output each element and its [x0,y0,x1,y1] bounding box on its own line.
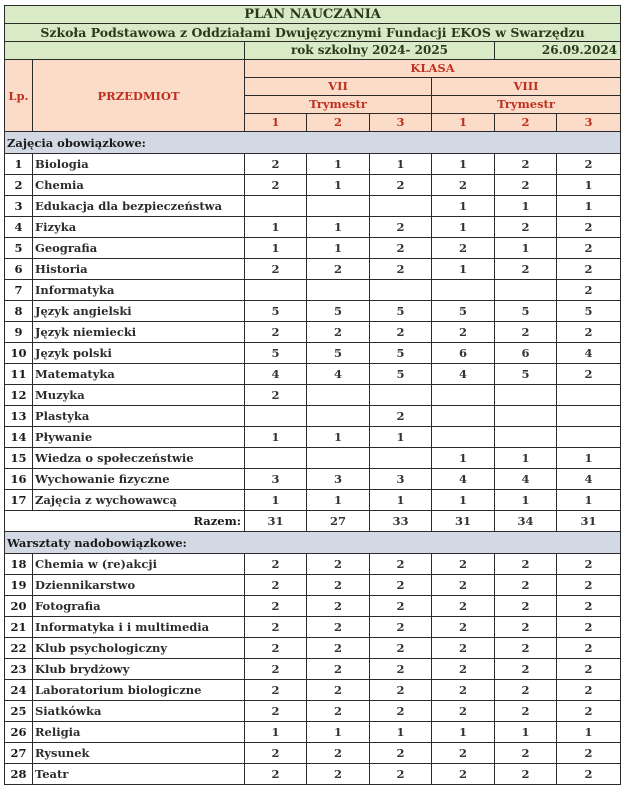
hours-cell: 3 [370,469,432,490]
hours-cell: 2 [370,596,432,617]
hours-cell: 2 [557,217,621,238]
hours-cell: 1 [432,196,495,217]
hours-cell [370,448,432,469]
hours-cell: 2 [245,680,307,701]
hours-cell: 2 [307,743,370,764]
hours-cell: 2 [307,322,370,343]
subject-name: Wiedza o społeczeństwie [33,448,245,469]
hours-cell [432,406,495,427]
hours-cell: 2 [557,659,621,680]
table-row [5,217,621,238]
table-row [5,448,621,469]
hours-cell: 2 [307,638,370,659]
hours-cell: 4 [432,469,495,490]
hours-cell [557,406,621,427]
hours-cell: 1 [495,196,557,217]
table-row [5,617,621,638]
hours-cell: 5 [495,364,557,385]
hours-cell: 2 [370,554,432,575]
row-number: 6 [5,259,33,280]
subject-name: Matematyka [33,364,245,385]
hours-cell: 2 [245,154,307,175]
hours-cell: 1 [307,427,370,448]
subject-name: Geografia [33,238,245,259]
hours-cell: 2 [307,764,370,785]
hours-cell: 2 [557,638,621,659]
hours-cell: 5 [307,301,370,322]
hours-cell: 1 [307,217,370,238]
hours-cell: 2 [557,596,621,617]
hours-cell [307,406,370,427]
hours-cell: 1 [432,490,495,511]
hours-cell: 2 [495,575,557,596]
hours-cell: 1 [495,490,557,511]
hours-cell: 1 [245,238,307,259]
table-row [5,659,621,680]
hours-cell [432,280,495,301]
hours-cell: 2 [432,596,495,617]
row-number: 2 [5,175,33,196]
hours-cell: 2 [557,554,621,575]
hours-cell: 2 [245,575,307,596]
table-row [5,343,621,364]
hours-cell: 2 [432,238,495,259]
viii-t3-header: 3 [557,114,621,132]
subject-name: Język polski [33,343,245,364]
plan-sheet [4,5,620,785]
hours-cell: 2 [245,764,307,785]
hours-cell: 4 [307,364,370,385]
hours-cell: 2 [307,554,370,575]
hours-cell: 2 [432,322,495,343]
hours-cell: 2 [245,701,307,722]
subject-name: Biologia [33,154,245,175]
subject-name: Dziennikarstwo [33,575,245,596]
table-row [5,743,621,764]
hours-cell: 5 [245,301,307,322]
vii-t2-header: 2 [307,114,370,132]
class-viii-header: VIII [432,78,621,96]
hours-cell: 2 [495,680,557,701]
table-row [5,638,621,659]
hours-cell: 5 [245,343,307,364]
hours-cell: 2 [557,259,621,280]
row-number: 9 [5,322,33,343]
hours-cell: 2 [245,596,307,617]
hours-cell: 1 [432,448,495,469]
hours-cell: 1 [557,175,621,196]
hours-cell: 1 [557,448,621,469]
hours-cell: 2 [495,175,557,196]
row-number: 8 [5,301,33,322]
hours-cell: 2 [370,406,432,427]
hours-cell: 2 [370,638,432,659]
document-date: 26.09.2024 [495,42,621,60]
hours-cell [307,385,370,406]
hours-cell: 2 [307,596,370,617]
viii-t2-header: 2 [495,114,557,132]
hours-cell: 5 [370,301,432,322]
klasa-header: KLASA [245,60,621,78]
subject-name: Rysunek [33,743,245,764]
hours-cell [495,406,557,427]
hours-cell: 2 [370,575,432,596]
razem-value: 27 [307,511,370,532]
hours-cell: 1 [245,722,307,743]
hours-cell: 1 [557,490,621,511]
row-number: 20 [5,596,33,617]
hours-cell [245,196,307,217]
vii-t3-header: 3 [370,114,432,132]
hours-cell: 2 [370,764,432,785]
hours-cell: 1 [307,490,370,511]
hours-cell [245,280,307,301]
hours-cell: 2 [557,617,621,638]
hours-cell [245,448,307,469]
row-number: 18 [5,554,33,575]
hours-cell: 1 [495,448,557,469]
viii-t1-header: 1 [432,114,495,132]
hours-cell: 2 [370,659,432,680]
hours-cell: 2 [432,701,495,722]
hours-cell: 2 [307,659,370,680]
table-row [5,680,621,701]
hours-cell: 2 [307,701,370,722]
class-vii-header: VII [245,78,432,96]
hours-cell: 4 [432,364,495,385]
row-number: 26 [5,722,33,743]
hours-cell [432,385,495,406]
row-number: 19 [5,575,33,596]
hours-cell: 2 [245,322,307,343]
table-row [5,406,621,427]
table-row [5,427,621,448]
hours-cell: 2 [307,617,370,638]
hours-cell [557,385,621,406]
trymestr-viii-header: Trymestr [432,96,621,114]
row-number: 27 [5,743,33,764]
hours-cell [307,196,370,217]
hours-cell: 2 [557,322,621,343]
row-number: 21 [5,617,33,638]
hours-cell: 3 [307,469,370,490]
razem-value: 33 [370,511,432,532]
table-row [5,280,621,301]
hours-cell: 2 [495,743,557,764]
hours-cell: 2 [432,638,495,659]
hours-cell: 1 [307,238,370,259]
hours-cell: 2 [495,617,557,638]
col-lp-header: Lp. [5,60,33,132]
subject-name: Teatr [33,764,245,785]
subject-name: Fotografia [33,596,245,617]
row-number: 4 [5,217,33,238]
row-number: 13 [5,406,33,427]
year-spacer [5,42,245,60]
hours-cell: 1 [245,427,307,448]
school-year: rok szkolny 2024- 2025 [245,42,495,60]
hours-cell: 1 [370,722,432,743]
row-number: 17 [5,490,33,511]
row-number: 24 [5,680,33,701]
hours-cell: 3 [245,469,307,490]
table-row [5,259,621,280]
subject-name: Klub psychologiczny [33,638,245,659]
hours-cell [307,280,370,301]
table-row [5,701,621,722]
hours-cell: 6 [432,343,495,364]
hours-cell: 2 [495,701,557,722]
hours-cell: 4 [557,343,621,364]
hours-cell: 1 [307,175,370,196]
hours-cell: 1 [432,154,495,175]
hours-cell: 2 [495,154,557,175]
hours-cell: 2 [370,617,432,638]
razem-value: 34 [495,511,557,532]
hours-cell: 1 [307,722,370,743]
hours-cell: 2 [245,743,307,764]
table-row [5,575,621,596]
row-number: 5 [5,238,33,259]
hours-cell [495,427,557,448]
hours-cell: 2 [495,217,557,238]
razem-value: 31 [245,511,307,532]
hours-cell [370,280,432,301]
table-row [5,469,621,490]
hours-cell: 6 [495,343,557,364]
hours-cell: 2 [245,385,307,406]
table-row [5,238,621,259]
subject-name: Klub brydżowy [33,659,245,680]
subject-name: Muzyka [33,385,245,406]
row-number: 11 [5,364,33,385]
hours-cell: 4 [245,364,307,385]
vii-t1-header: 1 [245,114,307,132]
subject-name: Wychowanie fizyczne [33,469,245,490]
hours-cell: 2 [370,701,432,722]
hours-cell: 2 [245,175,307,196]
row-number: 15 [5,448,33,469]
subject-name: Religia [33,722,245,743]
plan-table [4,5,621,785]
hours-cell: 2 [432,175,495,196]
hours-cell: 2 [495,554,557,575]
hours-cell: 1 [245,490,307,511]
subject-name: Laboratorium biologiczne [33,680,245,701]
subject-name: Język angielski [33,301,245,322]
table-row [5,364,621,385]
hours-cell: 5 [370,364,432,385]
hours-cell: 2 [557,154,621,175]
hours-cell [432,427,495,448]
hours-cell: 5 [307,343,370,364]
table-row [5,764,621,785]
hours-cell: 2 [495,596,557,617]
col-subject-header: PRZEDMIOT [33,60,245,132]
row-number: 16 [5,469,33,490]
hours-cell: 2 [557,680,621,701]
hours-cell: 2 [245,554,307,575]
hours-cell: 2 [495,638,557,659]
hours-cell: 2 [245,617,307,638]
hours-cell: 2 [432,680,495,701]
table-row [5,322,621,343]
hours-cell: 2 [245,259,307,280]
hours-cell: 2 [557,238,621,259]
subject-name: Pływanie [33,427,245,448]
hours-cell: 1 [370,154,432,175]
row-number: 1 [5,154,33,175]
hours-cell: 2 [370,238,432,259]
razem-value: 31 [432,511,495,532]
hours-cell: 2 [557,701,621,722]
table-row [5,175,621,196]
hours-cell: 2 [370,680,432,701]
section-mandatory: Zajęcia obowiązkowe: [5,132,621,154]
hours-cell: 2 [245,638,307,659]
hours-cell: 5 [495,301,557,322]
hours-cell: 5 [432,301,495,322]
hours-cell: 2 [432,743,495,764]
row-number: 14 [5,427,33,448]
hours-cell: 2 [557,364,621,385]
hours-cell: 2 [370,743,432,764]
subject-name: Informatyka [33,280,245,301]
hours-cell: 2 [370,175,432,196]
hours-cell: 1 [495,722,557,743]
hours-cell: 2 [495,322,557,343]
hours-cell: 2 [557,575,621,596]
subject-name: Plastyka [33,406,245,427]
hours-cell: 2 [557,764,621,785]
row-number: 25 [5,701,33,722]
hours-cell: 2 [495,764,557,785]
row-number: 3 [5,196,33,217]
page-title: PLAN NAUCZANIA [5,6,621,24]
table-row [5,490,621,511]
hours-cell [245,406,307,427]
hours-cell: 5 [557,301,621,322]
hours-cell: 1 [557,196,621,217]
hours-cell: 2 [307,680,370,701]
hours-cell: 2 [432,554,495,575]
subject-name: Chemia w (re)akcji [33,554,245,575]
hours-cell: 5 [370,343,432,364]
hours-cell [370,196,432,217]
hours-cell: 1 [245,217,307,238]
hours-cell: 2 [432,764,495,785]
subject-name: Chemia [33,175,245,196]
subject-name: Edukacja dla bezpieczeństwa [33,196,245,217]
table-row [5,385,621,406]
hours-cell [370,385,432,406]
row-number: 22 [5,638,33,659]
hours-cell: 2 [432,659,495,680]
subject-name: Zajęcia z wychowawcą [33,490,245,511]
table-row [5,196,621,217]
row-number: 23 [5,659,33,680]
trymestr-vii-header: Trymestr [245,96,432,114]
hours-cell: 2 [432,575,495,596]
table-row [5,301,621,322]
hours-cell: 2 [495,259,557,280]
subject-name: Siatkówka [33,701,245,722]
hours-cell: 4 [557,469,621,490]
subject-name: Fizyka [33,217,245,238]
section-optional: Warsztaty nadobowiązkowe: [5,532,621,554]
hours-cell: 2 [557,280,621,301]
row-number: 10 [5,343,33,364]
table-row [5,722,621,743]
hours-cell: 2 [370,217,432,238]
table-row [5,154,621,175]
subject-name: Informatyka i i multimedia [33,617,245,638]
subject-name: Historia [33,259,245,280]
subject-name: Język niemiecki [33,322,245,343]
hours-cell: 2 [245,659,307,680]
hours-cell: 1 [370,427,432,448]
hours-cell: 1 [557,722,621,743]
hours-cell: 2 [370,322,432,343]
hours-cell: 1 [432,722,495,743]
hours-cell [495,280,557,301]
razem-label: Razem: [5,511,245,532]
hours-cell: 1 [307,154,370,175]
hours-cell: 2 [307,259,370,280]
hours-cell: 1 [432,259,495,280]
hours-cell: 2 [307,575,370,596]
school-name: Szkoła Podstawowa z Oddziałami Dwujęzycznymi Fundacji EKOS w Swarzędzu [5,24,621,42]
hours-cell [557,427,621,448]
hours-cell [307,448,370,469]
row-number: 28 [5,764,33,785]
row-number: 7 [5,280,33,301]
hours-cell: 2 [495,659,557,680]
hours-cell: 2 [557,743,621,764]
hours-cell [495,385,557,406]
razem-value: 31 [557,511,621,532]
hours-cell: 4 [495,469,557,490]
hours-cell: 1 [432,217,495,238]
row-number: 12 [5,385,33,406]
table-row [5,596,621,617]
hours-cell: 2 [432,617,495,638]
hours-cell: 2 [370,259,432,280]
hours-cell: 1 [495,238,557,259]
table-row [5,554,621,575]
hours-cell: 1 [370,490,432,511]
